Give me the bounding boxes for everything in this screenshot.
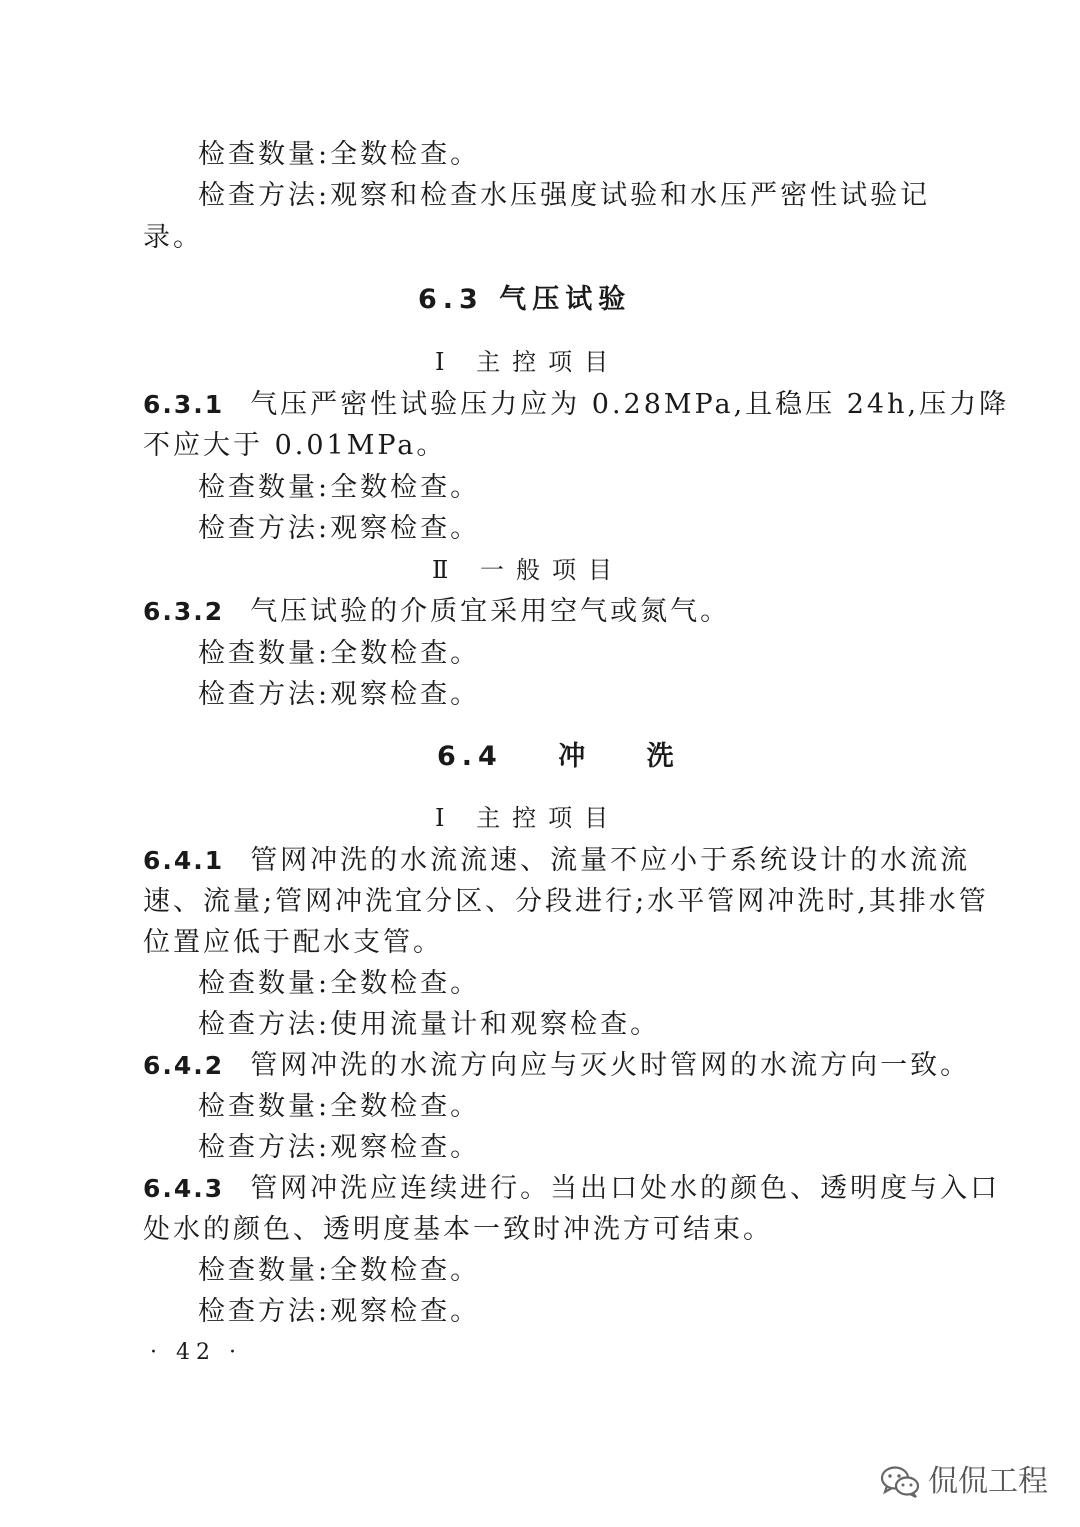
wechat-icon bbox=[880, 1465, 920, 1499]
check-method-line-cont: 录。 bbox=[143, 222, 203, 253]
clause-text-cont: 处水的颜色、透明度基本一致时冲洗方可结束。 bbox=[143, 1214, 773, 1245]
clause-text-cont: 速、流量;管网冲洗宜分区、分段进行;水平管网冲洗时,其排水管 bbox=[143, 886, 989, 917]
check-method-line: 检查方法:使用流量计和观察检查。 bbox=[198, 1009, 661, 1040]
check-quantity-line: 检查数量:全数检查。 bbox=[198, 1091, 481, 1122]
clause-number: 6.4.3 bbox=[143, 1174, 225, 1203]
clause-text: 气压试验的介质宜采用空气或氮气。 bbox=[250, 596, 731, 627]
clause-6-3-2 bbox=[143, 594, 730, 630]
check-quantity-line: 检查数量:全数检查。 bbox=[198, 1255, 481, 1286]
watermark bbox=[880, 1462, 1048, 1502]
clause-text: 气压严密性试验压力应为 0.28MPa,且稳压 24h,压力降 bbox=[250, 389, 1010, 420]
clause-number: 6.3.1 bbox=[143, 390, 225, 419]
check-quantity-line: 检查数量:全数检查。 bbox=[198, 139, 481, 170]
clause-number: 6.4.1 bbox=[143, 846, 225, 875]
clause-text-cont: 位置应低于配水支管。 bbox=[143, 927, 443, 958]
check-quantity-line: 检查数量:全数检查。 bbox=[198, 968, 481, 999]
check-method-line: 检查方法:观察和检查水压强度试验和水压严密性试验记 bbox=[198, 180, 931, 211]
clause-text: 管网冲洗应连续进行。当出口处水的颜色、透明度与入口 bbox=[250, 1173, 1001, 1204]
general-items-heading: Ⅱ 一般项目 bbox=[432, 556, 624, 584]
clause-6-3-1 bbox=[143, 387, 1009, 423]
watermark-text: 侃侃工程 bbox=[928, 1464, 1048, 1499]
check-method-line: 检查方法:观察检查。 bbox=[198, 1132, 481, 1163]
page-number: · 42 · bbox=[150, 1340, 242, 1365]
check-method-line: 检查方法:观察检查。 bbox=[198, 513, 481, 544]
section-title-6-3: 6.3 气压试验 bbox=[418, 284, 632, 315]
check-method-line: 检查方法:观察检查。 bbox=[198, 1296, 481, 1327]
clause-6-4-2 bbox=[143, 1048, 970, 1084]
check-method-line: 检查方法:观察检查。 bbox=[198, 679, 481, 710]
main-items-heading: Ⅰ 主控项目 bbox=[435, 348, 621, 376]
clause-6-4-3 bbox=[143, 1171, 1000, 1207]
clause-6-4-1 bbox=[143, 843, 970, 879]
section-title-6-4: 6.4 冲 洗 bbox=[437, 741, 680, 772]
clause-number: 6.4.2 bbox=[143, 1051, 225, 1080]
clause-number: 6.3.2 bbox=[143, 597, 225, 626]
clause-text: 管网冲洗的水流方向应与灭火时管网的水流方向一致。 bbox=[250, 1050, 971, 1081]
check-quantity-line: 检查数量:全数检查。 bbox=[198, 472, 481, 503]
main-items-heading: Ⅰ 主控项目 bbox=[435, 804, 621, 832]
clause-text: 管网冲洗的水流流速、流量不应小于系统设计的水流流 bbox=[250, 845, 971, 876]
check-quantity-line: 检查数量:全数检查。 bbox=[198, 638, 481, 669]
clause-text-cont: 不应大于 0.01MPa。 bbox=[143, 430, 447, 461]
